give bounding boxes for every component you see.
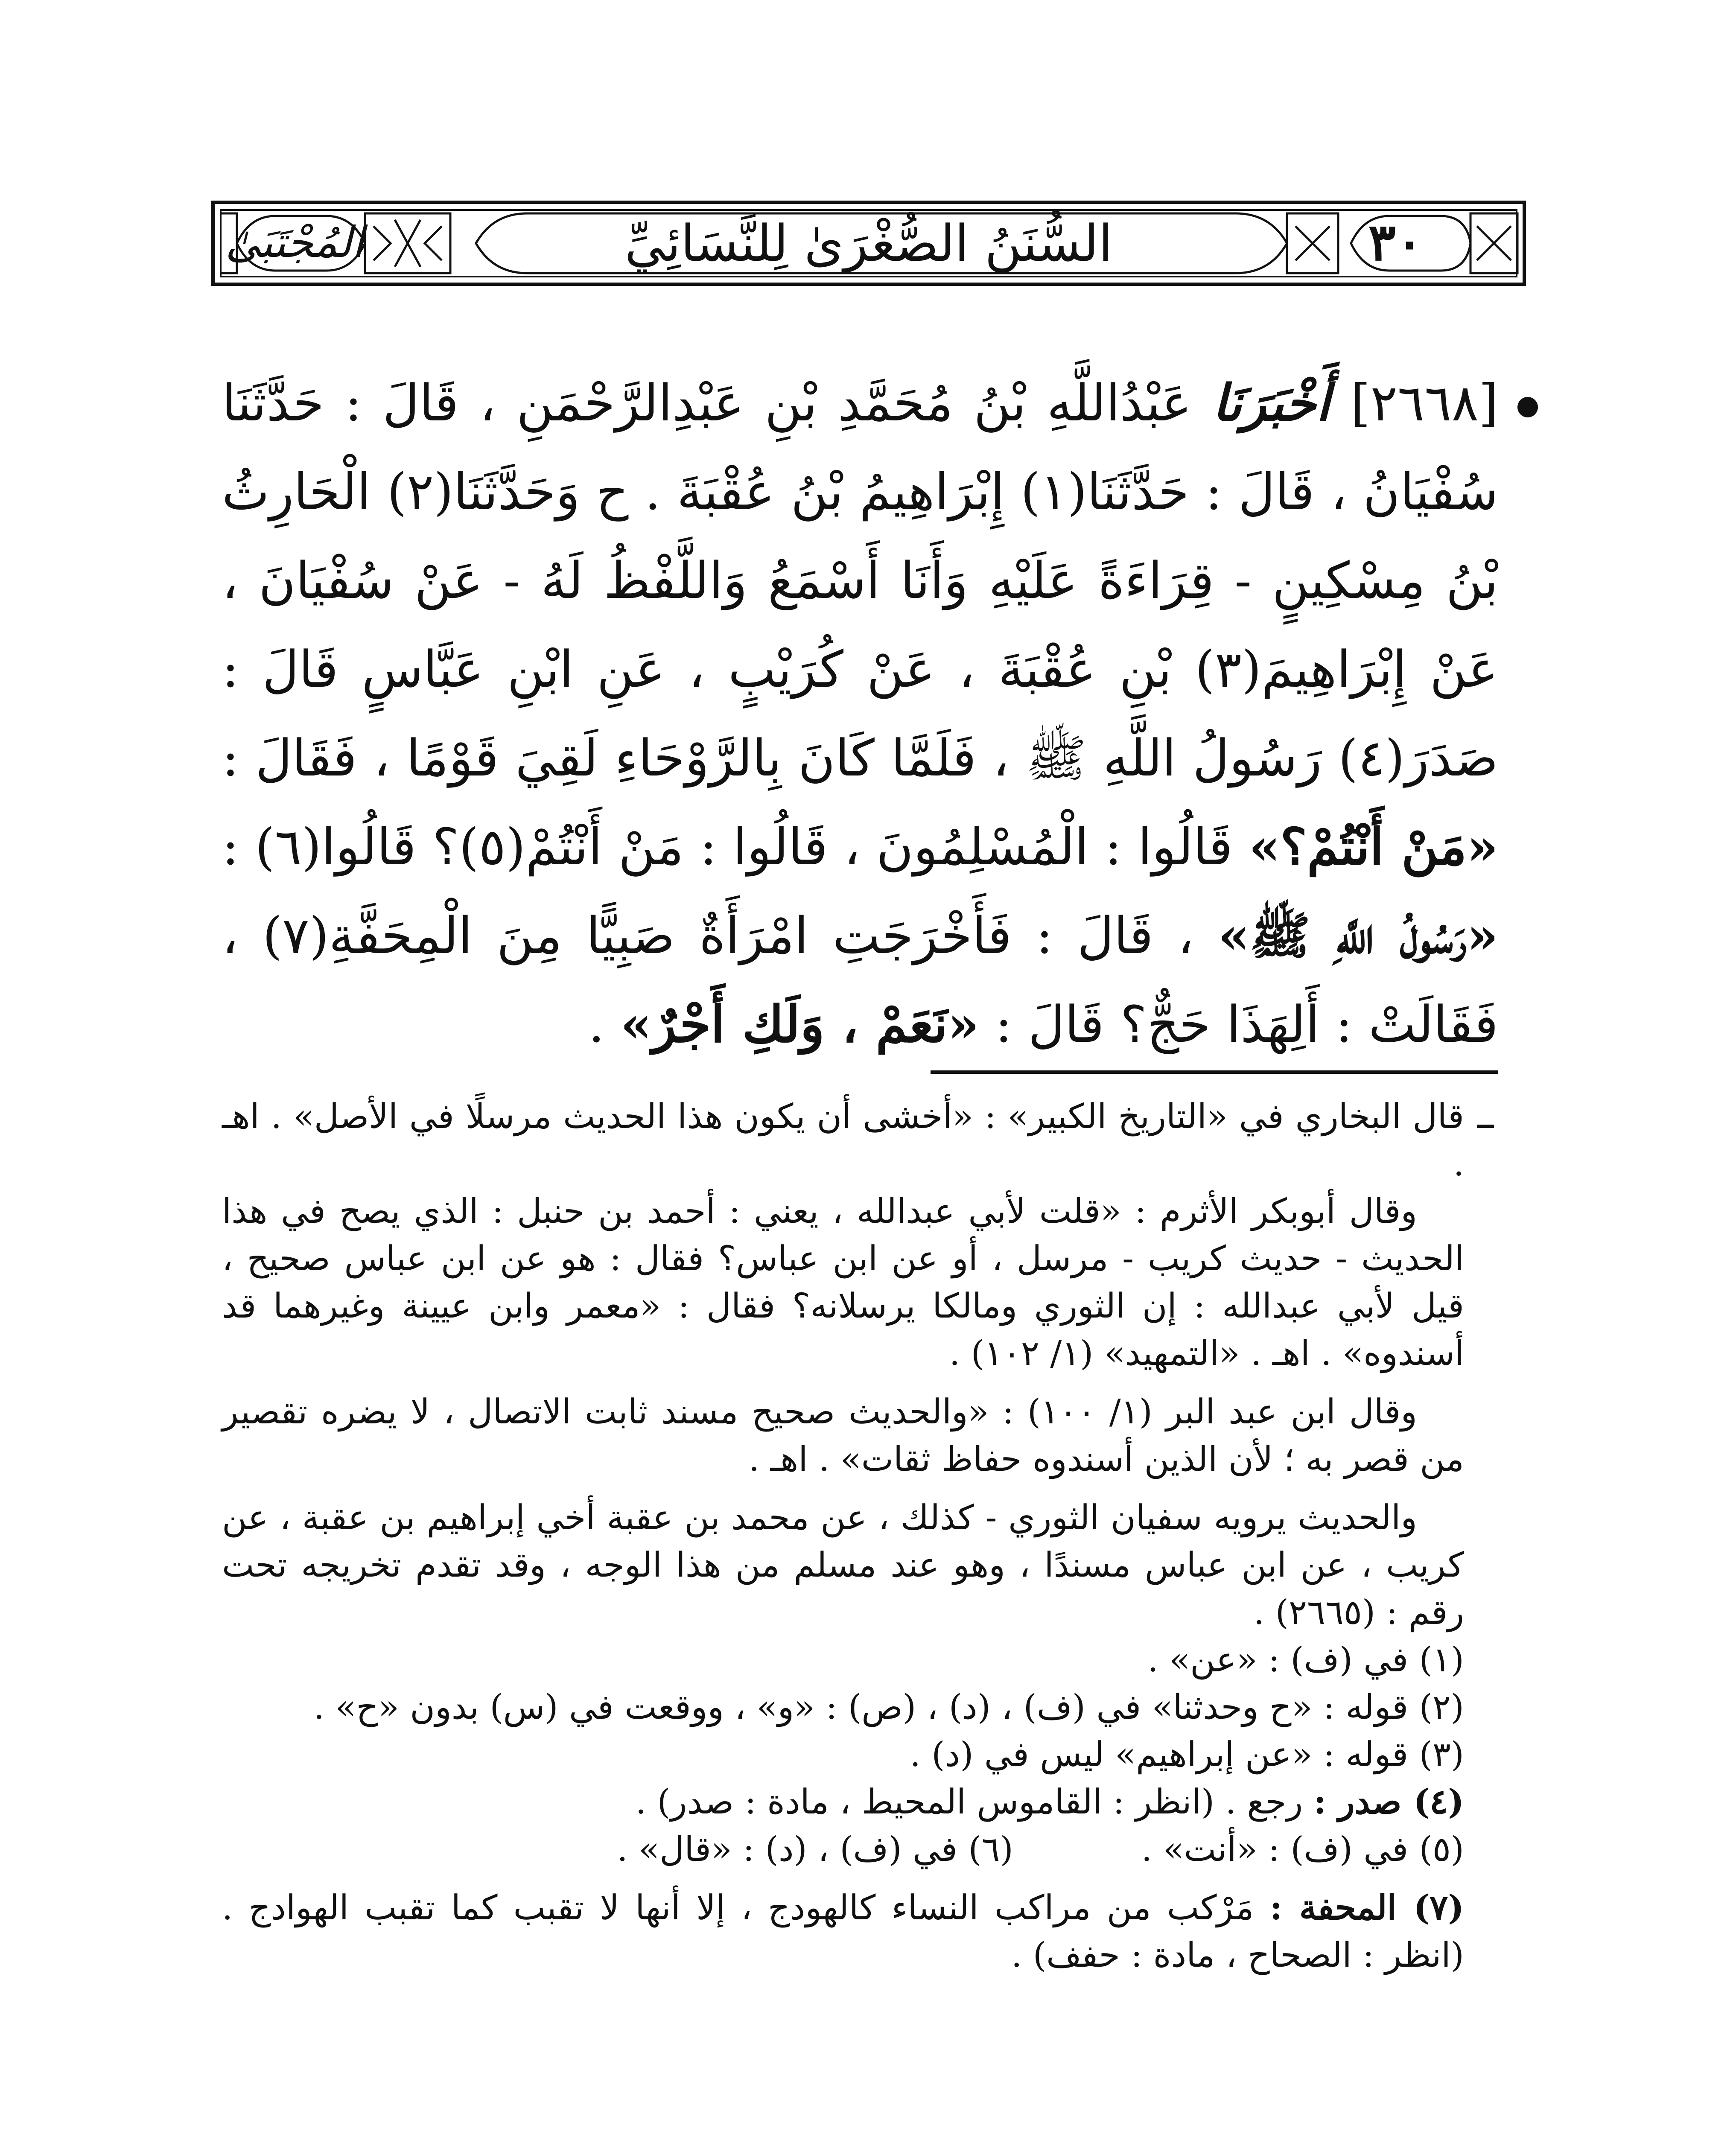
commentary-paragraph: وقال أبوبكر الأثرم : «قلت لأبي عبدالله ، يعني : أحمد بن حنبل : الذي يصح في هذا الحديث - حديث كريب - مرسل ، أو عن ابن عباس؟ فقال : هو عن ابن عباس صحيح ، قيل لأبي عبدالله : إن الثوري ومالكا يرسلانه؟ فقال : «معمر وابن عيينة وغيرهما قد أسندوه» . اهـ . «التمهيد» (١/ ١٠٢) . bbox=[222, 1191, 1464, 1373]
footnote-7-term: (٧) المحفة : bbox=[1269, 1887, 1464, 1927]
hadith-closing: . bbox=[588, 995, 604, 1054]
hadith-text bbox=[222, 359, 1498, 1069]
commentary-dash-icon bbox=[1477, 1125, 1494, 1128]
commentary-paragraph: قال البخاري في «التاريخ الكبير» : «أخشى أن يكون هذا الحديث مرسلًا في الأصل» . اهـ . bbox=[222, 1096, 1464, 1184]
footnote-5: (٥) في (ف) : «أنت» . bbox=[1141, 1829, 1464, 1869]
footnote-1: (١) في (ف) : «عن» . bbox=[1147, 1640, 1464, 1679]
footnote-3: (٣) قوله : «عن إبراهيم» ليس في (د) . bbox=[910, 1735, 1464, 1774]
footnotes-area bbox=[222, 1093, 1464, 1979]
hadith-quote-2: «رَسُولُ اللَّهِ ﷺ» bbox=[1218, 906, 1498, 965]
page-number: ٣٠ bbox=[1368, 212, 1424, 272]
hadith-quote-1: «مَنْ أَنْتُمْ؟» bbox=[1249, 817, 1498, 876]
commentary-paragraph: وقال ابن عبد البر (١/ ١٠٠) : «والحديث صحيح مسند ثابت الاتصال ، لا يضره تقصير من قصر به ؛ لأن الذين أسندوه حفاظ ثقات» . اهـ . bbox=[222, 1392, 1464, 1479]
footnote-2: (٢) قوله : «ح وحدثنا» في (ف) ، (د) ، (ص) : «و» ، ووقعت في (س) بدون «ح» . bbox=[313, 1687, 1464, 1727]
hadith-text-3: ، قَالَ : فَأَخْرَجَتِ امْرَأَةٌ صَبِيًّا مِنَ الْمِحَفَّةِ(٧) ، فَقَالَتْ : أَلِهَذَا حَجٌّ؟ قَالَ : bbox=[222, 906, 1498, 1054]
footnote-4-text: رجع . (انظر : القاموس المحيط ، مادة : صدر) . bbox=[635, 1782, 1303, 1822]
footnote-row-5-6 bbox=[222, 1825, 1464, 1873]
footnote-4-term: (٤) صدر : bbox=[1313, 1781, 1464, 1822]
hadith-text-1: عَبْدُاللَّهِ بْنُ مُحَمَّدِ بْنِ عَبْدِالرَّحْمَنِ ، قَالَ : حَدَّثَنَا سُفْيَانُ ، قَالَ : حَدَّثَنَا(١) إِبْرَاهِيمُ بْنُ عُقْبَةَ . ح وَحَدَّثَنَا(٢) الْحَارِثُ بْنُ مِسْكِينٍ - قِرَاءَةً عَلَيْهِ وَأَنَا أَسْمَعُ وَاللَّفْظُ لَهُ - عَنْ سُفْيَانَ ، عَنْ إِبْرَاهِيمَ(٣) بْنِ عُقْبَةَ ، عَنْ كُرَيْبٍ ، عَنِ ابْنِ عَبَّاسٍ قَالَ : صَدَرَ(٤) رَسُولُ اللَّهِ ﷺ ، فَلَمَّا كَانَ بِالرَّوْحَاءِ لَقِيَ قَوْمًا ، فَقَالَ : bbox=[222, 373, 1499, 787]
footnote-7-text: مَرْكب من مراكب النساء كالهودج ، إلا أنها لا تقبب كما تقبب الهوادج . (انظر : الصحاح ، مادة : حفف) . bbox=[222, 1888, 1464, 1975]
commentary-paragraph: والحديث يرويه سفيان الثوري - كذلك ، عن محمد بن عقبة أخي إبراهيم بن عقبة ، عن كريب ، عن ابن عباس مسندًا ، وهو عند مسلم من هذا الوجه ، وقد تقدم تخريجه تحت رقم : (٢٦٦٥) . bbox=[222, 1498, 1465, 1632]
hadith-number: [٢٦٦٨] bbox=[1351, 373, 1499, 432]
hadith-opening: أَخْبَرَنَا bbox=[1212, 373, 1330, 432]
footnote-4 bbox=[222, 1778, 1464, 1825]
hadith-bullet-icon bbox=[1517, 397, 1538, 417]
hadith-text-2: قَالُوا : الْمُسْلِمُونَ ، قَالُوا : مَنْ أَنْتُمْ(٥)؟ قَالُوا(٦) : bbox=[222, 817, 1233, 876]
footnote-separator bbox=[931, 1070, 1498, 1074]
series-logo: المُجْتَبَىٰ bbox=[225, 217, 364, 267]
hadith-quote-3: «نَعَمْ ، وَلَكِ أَجْرٌ» bbox=[620, 994, 979, 1054]
book-title: السُّنَنُ الصُّغْرَىٰ لِلنَّسَائِيِّ bbox=[624, 214, 1113, 273]
footnote-7 bbox=[222, 1884, 1464, 1979]
footnote-6: (٦) في (ف) ، (د) : «قال» . bbox=[617, 1829, 1013, 1869]
